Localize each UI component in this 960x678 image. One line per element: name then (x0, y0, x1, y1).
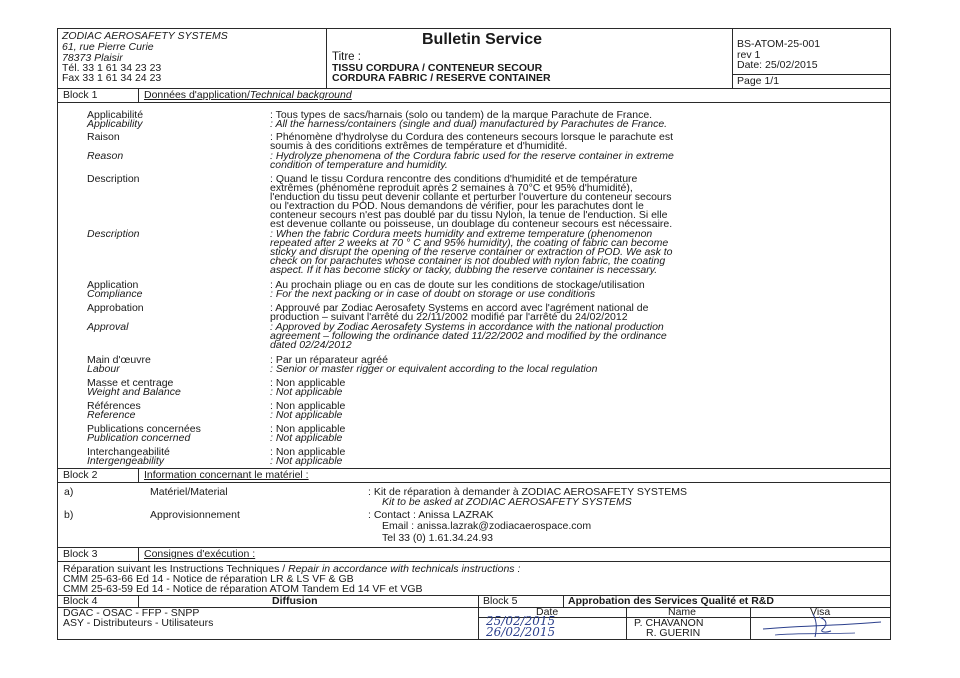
block2-header-rule (57, 482, 891, 483)
approval-label-fr: Approbation (87, 302, 144, 314)
references-label-fr: Références (87, 400, 141, 412)
block4-label-divider (138, 595, 139, 607)
item-b-letter: b) (64, 509, 74, 521)
block5-col-divider-1 (626, 607, 627, 640)
revision: rev 1 (737, 49, 761, 61)
approval-text-fr: production – suivant l'arrêté du 22/11/2002 modifié par l'arrêté du 24/02/2012 (270, 311, 628, 323)
approval-text-en: : Approved by Zodiac Aerosafety Systems in accordance with the national production (270, 321, 664, 333)
compliance-label-fr: Application (87, 279, 139, 291)
company-line: 78373 Plaisir (62, 52, 123, 64)
description-text-fr: l'enduction du tissu peut devenir collante et perturber l'ouverture du conteneur secours (270, 191, 672, 203)
publications-label-fr: Publications concernées (87, 423, 201, 435)
weight-label-en: Weight and Balance (87, 386, 181, 398)
description-text-fr: conteneur secours n'est pas doublé par du tissu Nylon, la tenue de l'enduction. Si elle (270, 209, 668, 221)
approval-date-handwritten: 26/02/2015 (486, 625, 556, 639)
reason-text-fr: : Phénomène d'hydrolyse du Cordura des conteneurs secours lorsque le parachute est (270, 131, 673, 143)
block2-title: Information concernant le matériel : (144, 469, 309, 481)
description-text-en: check on for parachutes whose container is not doubled with nylon fabric, the coating (270, 255, 666, 267)
block5-label-divider (563, 595, 564, 607)
applicability-text-fr: : Tous types de sacs/harnais (solo ou tandem) de la marque Parachute de France. (270, 109, 653, 121)
page-number: Page 1/1 (737, 75, 780, 87)
compliance-label-en: Compliance (87, 288, 143, 300)
labour-text-fr: : Par un réparateur agréé (270, 354, 388, 366)
description-text-en: : When the fabric Cordura meets humidity and extreme temperature (phenomenon (270, 228, 653, 240)
interchangeability-text-fr: : Non applicable (270, 446, 346, 458)
reason-label-fr: Raison (87, 131, 120, 143)
publications-text-en: : Not applicable (270, 432, 343, 444)
interchangeability-label-fr: Interchangeabilité (87, 446, 170, 458)
references-label-en: Reference (87, 409, 136, 421)
left-border (57, 28, 58, 640)
applicability-label-fr: Applicabilité (87, 109, 144, 121)
block1-label: Block 1 (63, 89, 98, 101)
block4-title: Diffusion (272, 595, 318, 607)
diffusion-line: ASY - Distributeurs - Utilisateurs (63, 617, 214, 629)
labour-label-fr: Main d'œuvre (87, 354, 151, 366)
interchangeability-text-en: : Not applicable (270, 455, 343, 467)
block4-label: Block 4 (63, 595, 98, 607)
block3-label-divider (138, 547, 139, 561)
description-text-en: aspect. If it has become sticky or tacky, dubbing the reserve container is necessary. (270, 264, 658, 276)
block3-header-rule (57, 561, 891, 562)
cmm-reference: CMM 25-63-59 Ed 14 - Notice de réparation ATOM Tandem Ed 14 VF et VGB (63, 583, 423, 595)
approval-text-en: dated 02/24/2012 (270, 339, 352, 351)
block5-col-divider-2 (750, 607, 751, 640)
applicability-text-en: : All the harness/containers (single and dual) manufactured by Parachutes de France. (270, 118, 668, 130)
block3-title: Consignes d'exécution : (144, 548, 256, 560)
item-b-label: Approvisionnement (150, 509, 240, 521)
compliance-text-en: : For the next packing or in case of doubt on storage or use conditions (270, 288, 596, 300)
block1-title (144, 90, 352, 101)
bottom-border (57, 639, 891, 640)
applicability-label-en: Applicability (87, 118, 143, 130)
right-border (890, 28, 891, 640)
item-a-label: Matériel/Material (150, 486, 228, 498)
block5-label: Block 5 (483, 595, 518, 607)
company-line: ZODIAC AEROSAFETY SYSTEMS (62, 30, 228, 42)
subject-title-fr: TISSU CORDURA / CONTENEUR SECOUR (332, 62, 543, 74)
description-text-fr: est devenue collante ou poisseuse, un doublage du conteneur secours est nécessaire. (270, 218, 673, 230)
block1-label-divider (138, 88, 139, 102)
subject-title-en: CORDURA FABRIC / RESERVE CONTAINER (332, 72, 551, 84)
titre-label: Titre : (332, 51, 361, 63)
description-label-en: Description (87, 228, 140, 240)
description-text-en: repeated after 2 weeks at 70 ° C and 95% humidity), the coating of fabric can become (270, 237, 669, 249)
cmm-reference: CMM 25-63-66 Ed 14 - Notice de réparation LR & LS VF & GB (63, 573, 354, 585)
compliance-text-fr: : Au prochain pliage ou en cas de doute sur les conditions de stockage/utilisation (270, 279, 645, 291)
labour-text-en: : Senior or master rigger or equivalent according to the local regulation (270, 363, 598, 375)
block2-label-divider (138, 468, 139, 482)
visa-signature (755, 606, 887, 639)
interchangeability-label-en: Intergengeability (87, 455, 165, 467)
diffusion-line: DGAC - OSAC - FFP - SNPP (63, 607, 200, 619)
bulletin-reference: BS-ATOM-25-001 (737, 38, 821, 50)
document-title: Bulletin Service (422, 31, 543, 48)
publications-label-en: Publication concerned (87, 432, 191, 444)
repair-instructions-fr: Réparation suivant les Instructions Techniques / (63, 563, 289, 575)
repair-instructions-en: Repair in accordance with technicals instructions : (288, 563, 521, 575)
company-line: 61, rue Pierre Curie (62, 41, 154, 53)
date-column-header: Date (536, 606, 559, 618)
block3-label: Block 3 (63, 548, 98, 560)
labour-label-en: Labour (87, 363, 120, 375)
approval-text-fr: : Approuvé par Zodiac Aerosafety Systems en accord avec l'agrément national de (270, 302, 649, 314)
block1-title-en: Technical background (249, 89, 352, 101)
approval-text-en: agreement – following the ordinance dated 11/22/2002 and modified by the ordinance (270, 330, 667, 342)
approver-name: R. GUERIN (646, 627, 701, 639)
description-text-fr: ou l'extraction du POD. Nous demandons de vérifier, pour les parachutes dont le (270, 200, 644, 212)
description-text-fr: : Quand le tissu Cordura rencontre des conditions d'humidité et de température (270, 173, 638, 185)
contact-phone: Tel 33 (0) 1.61.34.24.93 (382, 532, 493, 544)
approval-label-en: Approval (87, 321, 129, 333)
weight-label-fr: Masse et centrage (87, 377, 174, 389)
name-column-header: Name (668, 606, 697, 618)
references-text-en: : Not applicable (270, 409, 343, 421)
header-divider-2 (732, 28, 733, 88)
item-a-value-fr: : Kit de réparation à demander à ZODIAC AEROSAFETY SYSTEMS (368, 486, 688, 498)
description-text-en: sticky and disrupt the opening of the reserve container or extraction of POD. We ask to (270, 246, 673, 258)
block1-header-rule (57, 102, 891, 103)
approver-name: P. CHAVANON (634, 617, 704, 629)
references-text-fr: : Non applicable (270, 400, 346, 412)
block2-label: Block 2 (63, 469, 98, 481)
reason-text-en: : Hydrolyze phenomena of the Cordura fabric used for the reserve container in extreme (270, 150, 674, 162)
contact-name: : Contact : Anissa LAZRAK (368, 509, 494, 521)
top-border (57, 28, 891, 29)
item-a-value-en: Kit to be asked at ZODIAC AEROSAFETY SYSTEMS (382, 496, 632, 508)
weight-text-fr: : Non applicable (270, 377, 346, 389)
header-divider-1 (326, 28, 327, 88)
company-line: Tél. 33 1 61 34 23 23 (62, 62, 162, 74)
visa-column-header: Visa (810, 606, 831, 618)
block1-title-fr: Données d'application/ (144, 89, 250, 101)
description-label-fr: Description (87, 173, 140, 185)
publications-text-fr: : Non applicable (270, 423, 346, 435)
issue-date: Date: 25/02/2015 (737, 59, 818, 71)
company-line: Fax 33 1 61 34 24 23 (62, 72, 162, 84)
description-text-fr: extrêmes (phénomène reproduit après 2 semaines à 70°C et 95% d'humidité), (270, 182, 633, 194)
block5-title: Approbation des Services Qualité et R&D (568, 595, 774, 607)
reason-text-en: condition of temperature and humidity. (270, 159, 448, 171)
contact-email: Email : anissa.lazrak@zodiacaerospace.com (382, 520, 592, 532)
item-a-letter: a) (64, 486, 74, 498)
weight-text-en: : Not applicable (270, 386, 343, 398)
reason-text-fr: soumis à des conditions extrêmes de température et d'humidité. (270, 140, 568, 152)
approval-date-handwritten: 25/02/2015 (486, 614, 556, 628)
reason-label-en: Reason (87, 150, 124, 162)
